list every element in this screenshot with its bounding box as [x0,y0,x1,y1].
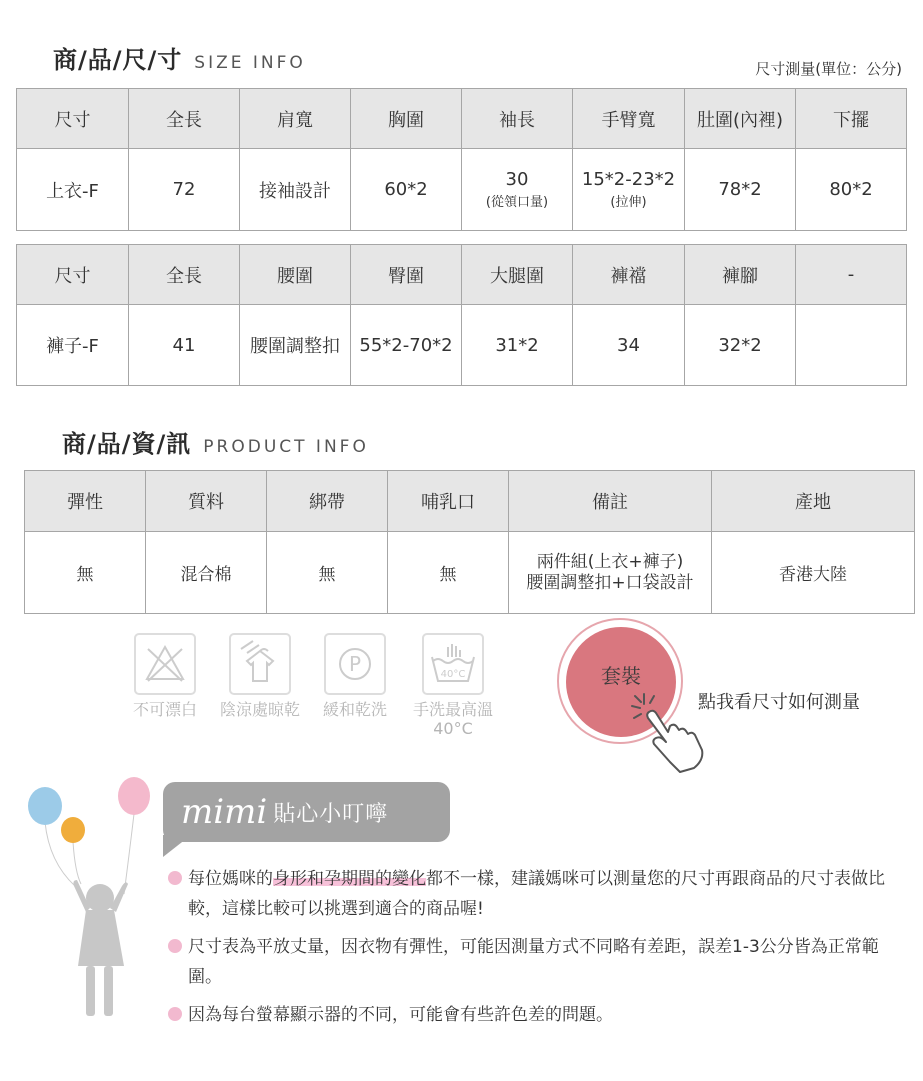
product-info-title-en: PRODUCT INFO [203,437,369,457]
note-cell [509,532,712,614]
table-header-row [17,245,907,305]
sleeve-cell [462,149,573,231]
unit-note: 尺寸測量(單位：公分) [755,60,902,78]
header-cell: 肚圍(內裡) [685,89,796,149]
tip1-highlight: 身形和孕期間的變化 [273,869,426,889]
header-cell: 腰圍 [240,245,351,305]
gentle-dry-clean-icon [324,633,386,695]
header-cell: 手臂寬 [573,89,685,149]
bullet-dot [168,1007,182,1021]
table-cell: 褲子-F [17,305,129,386]
header-cell: 大腿圍 [462,245,573,305]
table-cell: 接袖設計 [240,149,351,231]
bullet-dot [168,871,182,885]
list-item [168,932,903,992]
tips-bubble [163,782,450,842]
list-item [168,1000,903,1030]
size-info-title-en: SIZE INFO [194,53,306,73]
table-header-row [17,89,907,149]
product-info-title-zh: 商/品/資/訊 [62,430,192,458]
product-info-table [24,470,915,614]
header-cell: 哺乳口 [388,471,509,532]
header-cell: 肩寬 [240,89,351,149]
suit-label: 套裝 [601,663,641,688]
table-cell: 無 [388,532,509,614]
list-item [168,864,903,924]
care-label-line-1: 手洗最高溫 [413,700,494,719]
tip2-text: 尺寸表為平放丈量，因衣物有彈性，可能因測量方式不同略有差距，誤差1-3公分皆為正常範圍。 [188,937,879,987]
care-gentle-dry-clean [315,633,395,719]
bullet-dot [168,939,182,953]
table-cell: 60*2 [351,149,462,231]
table-cell: 混合棉 [146,532,267,614]
header-cell: 質料 [146,471,267,532]
care-hand-wash [413,633,493,738]
tip1-post: 都不一樣，建議媽咪可以測量您的尺寸再跟商品的尺寸表做比較，這樣比較可以挑選到適合的商品喔! [188,869,885,919]
brand-mimi: mimi [181,792,268,832]
table-row [17,149,907,231]
table-cell: 上衣-F [17,149,129,231]
header-cell: 全長 [129,89,240,149]
header-cell: 下擺 [796,89,907,149]
care-label: 緩和乾洗 [322,700,387,719]
size-info-title-zh: 商/品/尺/寸 [53,46,183,74]
table-cell: 32*2 [685,305,796,386]
tips-list [168,864,903,1038]
header-cell: 備註 [509,471,712,532]
table-cell: 72 [129,149,240,231]
table-cell [796,305,907,386]
header-cell: 袖長 [462,89,573,149]
header-cell: 綁帶 [267,471,388,532]
header-cell: - [796,245,907,305]
header-cell: 褲襠 [573,245,685,305]
arm-cell [573,149,685,231]
tips-title: 貼心小叮嚀 [273,801,389,827]
table-cell: 無 [25,532,146,614]
tip3-text: 因為每台螢幕顯示器的不同，可能會有些許色差的問題。 [188,1005,613,1025]
hand-wash-glyph: 40°C [440,669,466,680]
care-no-bleach [125,633,205,719]
care-label: 不可漂白 [132,700,197,719]
shade-dry-icon [229,633,291,695]
header-cell: 尺寸 [17,89,129,149]
sleeve-value: 30 [505,169,529,190]
pants-size-table [16,244,907,386]
no-bleach-icon [134,633,196,695]
header-cell: 尺寸 [17,245,129,305]
care-label: 陰涼處晾乾 [220,700,301,719]
hand-wash-icon [422,633,484,695]
header-cell: 胸圍 [351,89,462,149]
table-cell: 78*2 [685,149,796,231]
sleeve-sub: (從領口量) [485,195,549,210]
table-cell: 41 [129,305,240,386]
note-line-1: 兩件組(上衣+褲子) [536,551,684,572]
header-cell: 褲腳 [685,245,796,305]
care-shade-dry [220,633,300,719]
bubble-tail [163,835,193,859]
table-cell: 腰圍調整扣 [240,305,351,386]
table-cell: 80*2 [796,149,907,231]
table-row [17,305,907,386]
balloon-girl-illustration [20,770,160,1050]
table-cell: 55*2-70*2 [351,305,462,386]
table-cell: 31*2 [462,305,573,386]
header-cell: 臀圍 [351,245,462,305]
arm-sub: (拉伸) [610,195,647,210]
measure-guide-link[interactable]: 點我看尺寸如何測量 [698,692,860,713]
care-label [413,700,493,738]
table-row [25,532,915,614]
table-header-row [25,471,915,532]
note-line-2: 腰圍調整扣+口袋設計 [526,572,694,593]
top-size-table [16,88,907,231]
header-cell: 產地 [712,471,915,532]
header-cell: 彈性 [25,471,146,532]
product-info-title [62,424,369,459]
size-info-title [53,40,306,75]
arm-value: 15*2-23*2 [581,169,676,190]
care-label-line-2: 40°C [433,719,473,738]
header-cell: 全長 [129,245,240,305]
table-cell: 香港大陸 [712,532,915,614]
table-cell: 34 [573,305,685,386]
tip1-pre: 每位媽咪的 [188,869,273,889]
dry-clean-glyph: P [348,652,362,676]
table-cell: 無 [267,532,388,614]
